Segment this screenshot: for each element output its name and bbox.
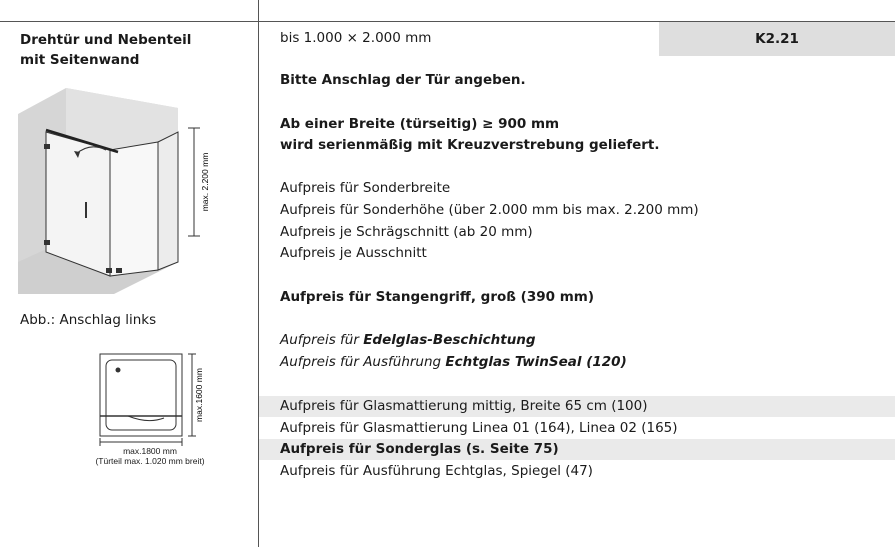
italic-option-coating — [280, 332, 536, 348]
plan-width-label: max.1800 mm — [123, 446, 177, 456]
product-title-line2: mit Seitenwand — [20, 52, 140, 68]
product-title — [20, 30, 191, 70]
product-title-line1: Drehtür und Nebenteil — [20, 32, 192, 48]
option-line: Aufpreis je Ausschnitt — [280, 245, 427, 261]
column-divider — [258, 0, 259, 547]
italic-option-bold: Echtglas TwinSeal (120) — [445, 354, 627, 370]
italic-option-prefix: Aufpreis für — [280, 332, 364, 348]
note-width-line2: wird serienmäßig mit Kreuzverstrebung geliefert. — [280, 137, 660, 153]
height-dimension-label: max. 2.200 mm — [200, 152, 210, 212]
plan-depth-label: max.1600 mm — [194, 368, 204, 422]
italic-option-bold: Edelglas-Beschichtung — [363, 332, 536, 348]
plan-door-note: (Türteil max. 1.020 mm breit) — [95, 456, 205, 466]
glass-option: Aufpreis für Ausführung Echtglas, Spiegel (47) — [280, 463, 593, 479]
shower-plan-illustration — [78, 348, 218, 448]
italic-option-prefix: Aufpreis für Ausführung — [280, 354, 446, 370]
note-hinge-side: Bitte Anschlag der Tür angeben. — [280, 72, 526, 88]
option-line: Aufpreis für Sonderbreite — [280, 180, 451, 196]
product-code: K2.21 — [659, 22, 895, 56]
italic-option-twinseal — [280, 354, 627, 370]
glass-option-special: Aufpreis für Sonderglas (s. Seite 75) — [280, 441, 559, 457]
size-range: bis 1.000 × 2.000 mm — [280, 30, 432, 46]
shower-iso-illustration — [18, 84, 218, 306]
glass-option: Aufpreis für Glasmattierung Linea 01 (164), Linea 02 (165) — [280, 420, 678, 436]
handle-option: Aufpreis für Stangengriff, groß (390 mm) — [280, 289, 595, 305]
note-width-line1: Ab einer Breite (türseitig) ≥ 900 mm — [280, 116, 560, 132]
option-line: Aufpreis für Sonderhöhe (über 2.000 mm bis max. 2.200 mm) — [280, 202, 699, 218]
glass-option: Aufpreis für Glasmattierung mittig, Breite 65 cm (100) — [280, 398, 648, 414]
option-line: Aufpreis je Schrägschnitt (ab 20 mm) — [280, 224, 533, 240]
figure-caption: Abb.: Anschlag links — [20, 312, 157, 328]
